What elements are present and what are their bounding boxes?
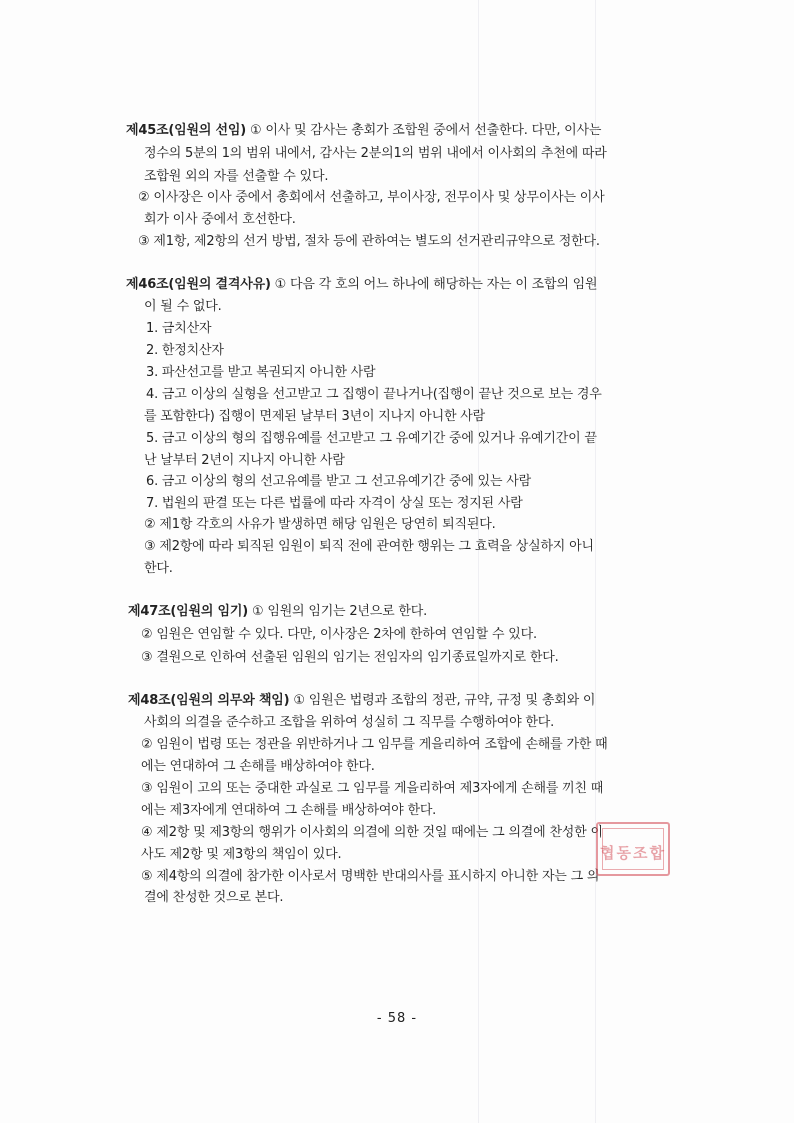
article-48-first-line	[128, 691, 595, 711]
organization-seal-stamp	[596, 822, 670, 876]
article-48-text: 사회의 의결을 준수하고 조합을 위하여 성실히 그 직무를 수행하여야 한다.	[144, 715, 555, 730]
article-48-text: 결에 찬성한 것으로 본다.	[144, 890, 284, 905]
article-45-text: 정수의 5분의 1의 범위 내에서, 감사는 2분의1의 범위 내에서 이사회의 추천에 따라	[144, 146, 607, 161]
article-45-heading: 제45조(임원의 선임)	[126, 123, 247, 138]
seal-text: 협동조합	[600, 844, 666, 862]
article-45-text: ① 이사 및 감사는 총회가 조합원 중에서 선출한다. 다만, 이사는	[249, 123, 602, 138]
article-45-text: 회가 이사 중에서 호선한다.	[144, 212, 296, 227]
article-46-list-item: 6. 금고 이상의 형의 선고유예를 받고 그 선고유예기간 중에 있는 사람	[146, 474, 531, 489]
article-45-text: 조합원 외의 자를 선출할 수 있다.	[144, 169, 329, 184]
article-46-text: ② 제1항 각호의 사유가 발생하면 해당 임원은 당연히 퇴직된다.	[144, 517, 496, 532]
article-45-text: ② 이사장은 이사 중에서 총회에서 선출하고, 부이사장, 전무이사 및 상무이사는 이사	[138, 190, 605, 205]
article-45-first-line	[126, 121, 601, 141]
article-48-text: 에는 제3자에게 연대하여 그 손해를 배상하여야 한다.	[141, 803, 437, 818]
article-47-text: ① 임원의 임기는 2년으로 한다.	[251, 604, 428, 619]
article-46-text: 를 포함한다) 집행이 면제된 날부터 3년이 지나지 아니한 사람	[144, 409, 485, 424]
article-48-text: ④ 제2항 및 제3항의 행위가 이사회의 의결에 의한 것일 때에는 그 의결에 찬성한 이	[141, 825, 603, 840]
article-48-heading: 제48조(임원의 의무와 책임)	[128, 693, 290, 708]
article-48-text: ⑤ 제4항의 의결에 참가한 이사로서 명백한 반대의사를 표시하지 아니한 자는 그 의	[141, 869, 600, 884]
article-46-text: 난 날부터 2년이 지나지 아니한 사람	[144, 453, 345, 468]
article-46-list-item: 3. 파산선고를 받고 복권되지 아니한 사람	[146, 365, 376, 380]
article-46-first-line	[126, 275, 597, 295]
scan-artifact	[595, 0, 596, 1123]
article-47-text: ② 임원은 연임할 수 있다. 다만, 이사장은 2차에 한하여 연임할 수 있다.	[141, 627, 537, 642]
article-47-heading: 제47조(임원의 임기)	[128, 604, 249, 619]
article-46-list-item: 7. 법원의 판결 또는 다른 법률에 따라 자격이 상실 또는 정지된 사람	[146, 496, 523, 511]
article-46-list-item: 2. 한정치산자	[146, 343, 224, 358]
article-48-text: 에는 연대하여 그 손해를 배상하여야 한다.	[141, 759, 375, 774]
article-46-text: 이 될 수 없다.	[144, 299, 222, 314]
article-48-text: ① 임원은 법령과 조합의 정관, 규약, 규정 및 총회와 이	[293, 693, 596, 708]
article-48-text: ② 임원이 법령 또는 정관을 위반하거나 그 임무를 게을리하여 조합에 손해를 가한 때	[141, 737, 608, 752]
page-number: - 58 -	[376, 1011, 418, 1026]
article-46-text: 한다.	[144, 561, 173, 576]
article-47-text: ③ 결원으로 인하여 선출된 임원의 임기는 전임자의 임기종료일까지로 한다.	[141, 650, 559, 665]
scan-artifact	[478, 0, 479, 1123]
article-48-text: 사도 제2항 및 제3항의 책임이 있다.	[141, 847, 342, 862]
article-46-heading: 제46조(임원의 결격사유)	[126, 277, 271, 292]
article-48-text: ③ 임원이 고의 또는 중대한 과실로 그 임무를 게을리하여 제3자에게 손해를 끼친 때	[141, 781, 604, 796]
article-46-text: ① 다음 각 호의 어느 하나에 해당하는 자는 이 조합의 임원	[274, 277, 598, 292]
article-46-text: ③ 제2항에 따라 퇴직된 임원이 퇴직 전에 관여한 행위는 그 효력을 상실하지 아니	[144, 539, 594, 554]
article-46-list-item: 4. 금고 이상의 실형을 선고받고 그 집행이 끝나거나(집행이 끝난 것으로 보는 경우	[146, 387, 602, 402]
article-47-first-line	[128, 602, 427, 622]
article-46-list-item: 5. 금고 이상의 형의 집행유예를 선고받고 그 유예기간 중에 있거나 유예기간이 끝	[146, 431, 597, 446]
article-46-list-item: 1. 금치산자	[146, 321, 212, 336]
article-45-text: ③ 제1항, 제2항의 선거 방법, 절차 등에 관하여는 별도의 선거관리규약으로 정한다.	[138, 234, 600, 249]
